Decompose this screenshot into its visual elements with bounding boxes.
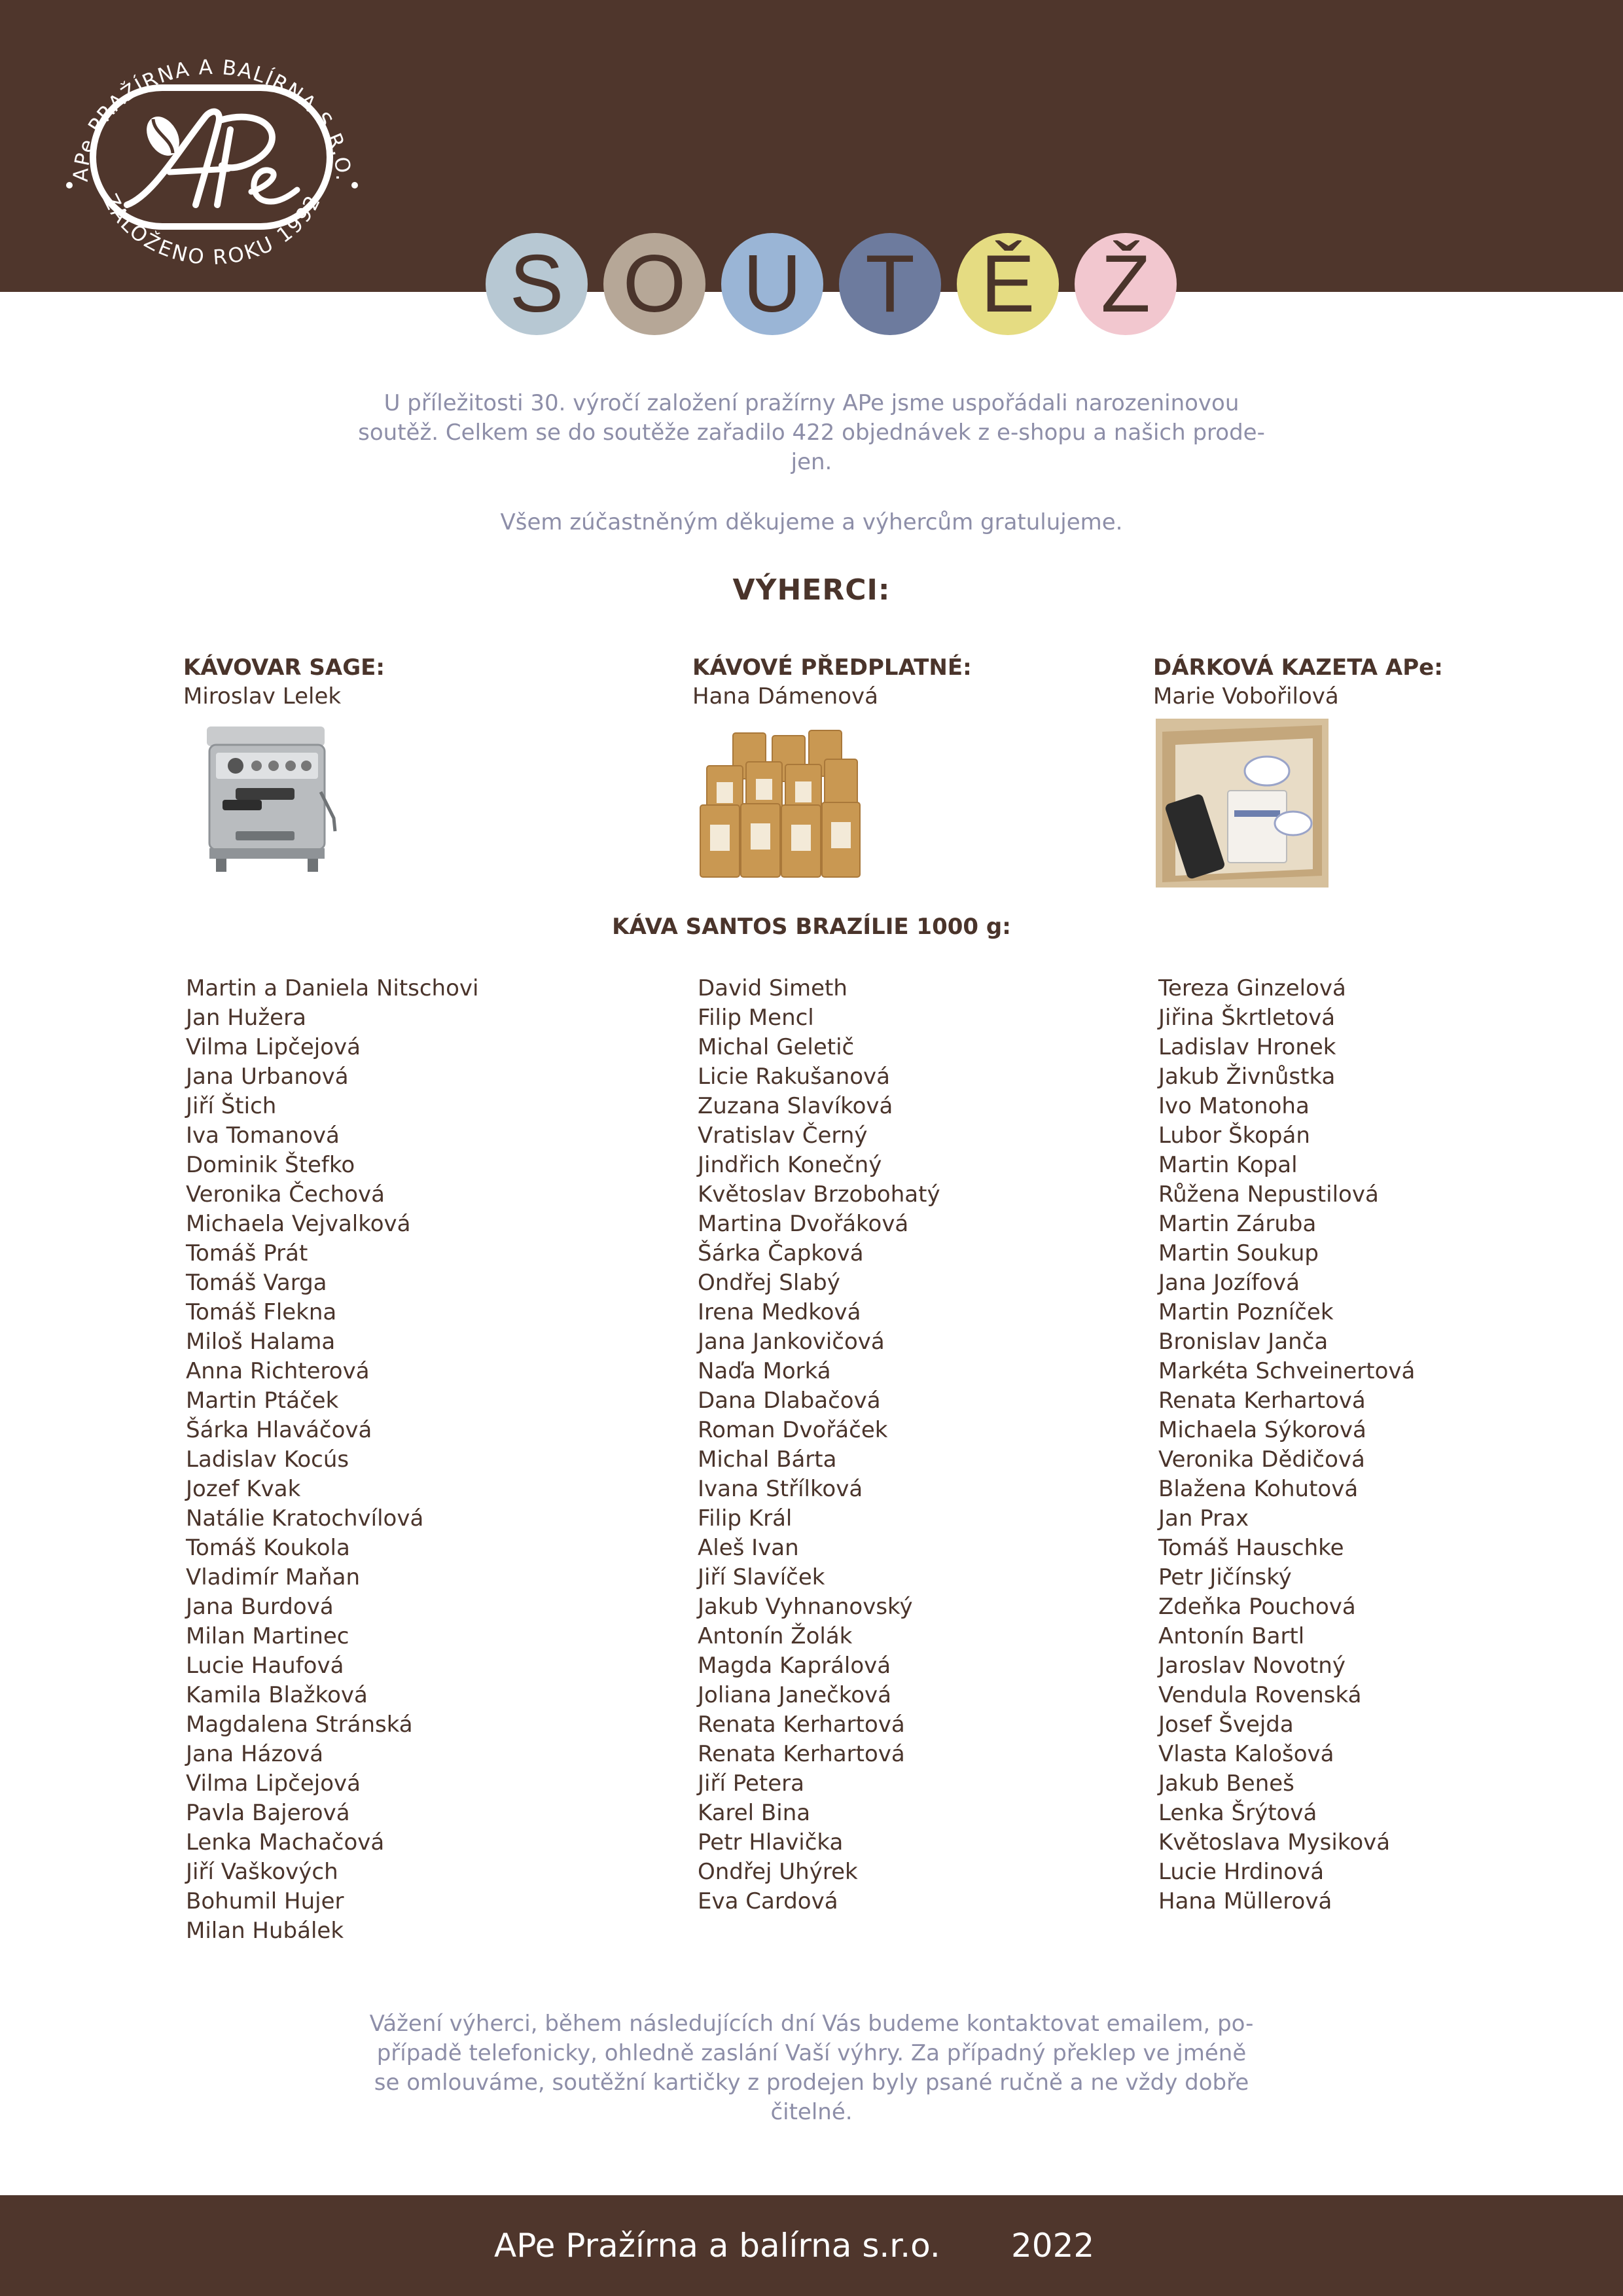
winner-name: Veronika Čechová bbox=[186, 1181, 385, 1208]
winner-name: Magda Kaprálová bbox=[698, 1653, 891, 1679]
winner-name: Jana Házová bbox=[186, 1741, 324, 1767]
winner-name: Michaela Vejvalková bbox=[186, 1211, 411, 1237]
title-letter-circle: Ě bbox=[957, 233, 1059, 335]
contest-title bbox=[486, 233, 1179, 338]
title-letter-circle: S bbox=[486, 233, 588, 335]
note-line: Vážení výherci, během následujících dní Vás budeme kontaktovat emailem, po- bbox=[369, 2011, 1254, 2037]
prize-gift-box bbox=[1153, 653, 1443, 711]
winner-name: Milan Martinec bbox=[186, 1623, 349, 1649]
prize-winner: Miroslav Lelek bbox=[183, 683, 342, 709]
winner-name: Markéta Schveinertová bbox=[1158, 1358, 1416, 1384]
winner-name: Tomáš Hauschke bbox=[1158, 1535, 1344, 1561]
logo-top-text: APe PRAŽÍRNA A BALÍRNA S.R.O. bbox=[69, 55, 355, 183]
winner-name: Martin Soukup bbox=[1158, 1240, 1319, 1266]
winner-name: Jindřich Konečný bbox=[698, 1152, 882, 1178]
winner-name: Tomáš Prát bbox=[186, 1240, 308, 1266]
winner-name: Martin Ptáček bbox=[186, 1388, 339, 1414]
winner-name: Martin Záruba bbox=[1158, 1211, 1317, 1237]
winner-name: Lucie Hrdinová bbox=[1158, 1859, 1325, 1885]
winner-name: Renata Kerhartová bbox=[1158, 1388, 1366, 1414]
santos-heading: KÁVA SANTOS BRAZÍLIE 1000 g: bbox=[612, 914, 1011, 940]
winner-name: Milan Hubálek bbox=[186, 1918, 344, 1944]
winner-name: Michal Bárta bbox=[698, 1446, 837, 1473]
winners-list-column-1 bbox=[186, 974, 478, 1946]
winner-name: Filip Král bbox=[698, 1505, 793, 1532]
winner-name: Lubor Škopán bbox=[1158, 1122, 1310, 1149]
winner-name: Anna Richterová bbox=[186, 1358, 370, 1384]
title-letter-circle: T bbox=[839, 233, 941, 335]
winner-name: Martin Pozníček bbox=[1158, 1299, 1334, 1325]
winner-name: David Simeth bbox=[698, 975, 847, 1001]
winner-name: Michaela Sýkorová bbox=[1158, 1417, 1366, 1443]
winner-name: Blažena Kohutová bbox=[1158, 1476, 1359, 1502]
winner-name: Martin Kopal bbox=[1158, 1152, 1298, 1178]
winner-name: Jiří Vaškových bbox=[186, 1859, 338, 1885]
winner-name: Jana Jankovičová bbox=[698, 1329, 885, 1355]
winners-list-column-3 bbox=[1158, 974, 1415, 1916]
intro-line: soutěž. Celkem se do soutěže zařadilo 422 objednávek z e-shopu a našich prode- bbox=[358, 420, 1265, 446]
winner-name: Tomáš Flekna bbox=[186, 1299, 337, 1325]
intro-paragraph bbox=[314, 389, 1309, 477]
title-letter-circle: O bbox=[603, 233, 705, 335]
winner-name: Natálie Kratochvílová bbox=[186, 1505, 424, 1532]
winner-name: Renata Kerhartová bbox=[698, 1741, 905, 1767]
prize-sage bbox=[183, 653, 385, 711]
footer-company: APe Pražírna a balírna s.r.o. bbox=[494, 2227, 940, 2265]
winner-name: Ondřej Slabý bbox=[698, 1270, 840, 1296]
winner-name: Pavla Bajerová bbox=[186, 1800, 350, 1826]
winner-name: Eva Cardová bbox=[698, 1888, 838, 1914]
winner-name: Jakub Vyhnanovský bbox=[698, 1594, 913, 1620]
note-line: čitelné. bbox=[770, 2099, 853, 2125]
winners-list-column-2 bbox=[698, 974, 940, 1916]
winner-name: Jakub Živnůstka bbox=[1158, 1064, 1336, 1090]
winner-name: Vilma Lipčejová bbox=[186, 1770, 361, 1797]
winner-name: Irena Medková bbox=[698, 1299, 861, 1325]
winner-name: Lucie Haufová bbox=[186, 1653, 344, 1679]
prize-winner: Hana Dámenová bbox=[692, 683, 878, 709]
thanks-text: Všem zúčastněným děkujeme a výhercům gratulujeme. bbox=[500, 509, 1123, 535]
winner-name: Licie Rakušanová bbox=[698, 1064, 891, 1090]
winner-name: Hana Müllerová bbox=[1158, 1888, 1332, 1914]
coffee-bags-icon bbox=[694, 726, 864, 884]
winner-name: Magdalena Stránská bbox=[186, 1712, 413, 1738]
winner-name: Jan Hužera bbox=[186, 1005, 306, 1031]
winner-name: Tomáš Koukola bbox=[186, 1535, 350, 1561]
winner-name: Lenka Machačová bbox=[186, 1829, 385, 1856]
winner-name: Ladislav Kocús bbox=[186, 1446, 349, 1473]
winner-name: Martina Dvořáková bbox=[698, 1211, 909, 1237]
winner-name: Zdeňka Pouchová bbox=[1158, 1594, 1356, 1620]
winner-name: Jana Jozífová bbox=[1158, 1270, 1300, 1296]
winner-name: Ondřej Uhýrek bbox=[698, 1859, 858, 1885]
winner-name: Petr Jičínský bbox=[1158, 1564, 1292, 1590]
winner-name: Ivo Matonoha bbox=[1158, 1093, 1310, 1119]
title-letter-circle: Ž bbox=[1075, 233, 1177, 335]
title-letter-circle: U bbox=[721, 233, 823, 335]
intro-line: jen. bbox=[791, 449, 832, 475]
footer-bar bbox=[0, 2195, 1623, 2296]
winner-name: Květoslav Brzobohatý bbox=[698, 1181, 940, 1208]
prize-title: KÁVOVÉ PŘEDPLATNÉ: bbox=[692, 655, 972, 681]
winner-name: Jiří Slavíček bbox=[698, 1564, 825, 1590]
winner-name: Iva Tomanová bbox=[186, 1122, 340, 1149]
winner-name: Tomáš Varga bbox=[186, 1270, 327, 1296]
winner-name: Karel Bina bbox=[698, 1800, 811, 1826]
winner-name: Renata Kerhartová bbox=[698, 1712, 905, 1738]
winner-name: Šárka Hlaváčová bbox=[186, 1417, 372, 1443]
winner-name: Dana Dlabačová bbox=[698, 1388, 881, 1414]
winner-name: Kamila Blažková bbox=[186, 1682, 368, 1708]
winner-name: Antonín Žolák bbox=[698, 1623, 853, 1649]
winner-name: Michal Geletič bbox=[698, 1034, 855, 1060]
winner-name: Miloš Halama bbox=[186, 1329, 336, 1355]
winner-name: Tereza Ginzelová bbox=[1158, 975, 1346, 1001]
winner-name: Květoslava Mysiková bbox=[1158, 1829, 1391, 1856]
winner-name: Jana Urbanová bbox=[186, 1064, 349, 1090]
winner-name: Jiřina Škrtletová bbox=[1158, 1005, 1336, 1031]
winner-name: Jaroslav Novotný bbox=[1158, 1653, 1346, 1679]
winner-name: Dominik Štefko bbox=[186, 1152, 355, 1178]
contact-note bbox=[353, 2009, 1270, 2127]
winner-name: Jiří Štich bbox=[186, 1093, 277, 1119]
winner-name: Vilma Lipčejová bbox=[186, 1034, 361, 1060]
winner-name: Josef Švejda bbox=[1158, 1712, 1294, 1738]
winner-name: Jan Prax bbox=[1158, 1505, 1249, 1532]
prize-winner: Marie Vobořilová bbox=[1153, 683, 1339, 709]
winner-name: Bohumil Hujer bbox=[186, 1888, 344, 1914]
winner-name: Filip Mencl bbox=[698, 1005, 814, 1031]
prize-subscription bbox=[692, 653, 972, 711]
winner-name: Roman Dvořáček bbox=[698, 1417, 888, 1443]
espresso-machine-icon bbox=[196, 720, 353, 884]
note-line: případě telefonicky, ohledně zaslání Vaší výhry. Za případný překlep ve jméně bbox=[376, 2040, 1247, 2066]
prize-title: KÁVOVAR SAGE: bbox=[183, 655, 385, 681]
winner-name: Vratislav Černý bbox=[698, 1122, 868, 1149]
winner-name: Vlasta Kalošová bbox=[1158, 1741, 1334, 1767]
winner-name: Joliana Janečková bbox=[698, 1682, 892, 1708]
winner-name: Martin a Daniela Nitschovi bbox=[186, 975, 479, 1001]
winner-name: Vladimír Maňan bbox=[186, 1564, 361, 1590]
winner-name: Bronislav Janča bbox=[1158, 1329, 1329, 1355]
logo-bottom-text: ZALOŽENO ROKU 1992 bbox=[98, 190, 327, 270]
winner-name: Lenka Šrýtová bbox=[1158, 1800, 1317, 1826]
svg-text:APe PRAŽÍRNA A BALÍRNA S.R.O. bbox=[69, 56, 355, 183]
winner-name: Naďa Morká bbox=[698, 1358, 831, 1384]
winner-name: Jiří Petera bbox=[698, 1770, 804, 1797]
footer-year: 2022 bbox=[1011, 2227, 1095, 2265]
winner-name: Jana Burdová bbox=[186, 1594, 334, 1620]
winner-name: Ivana Střílková bbox=[698, 1476, 863, 1502]
winner-name: Jozef Kvak bbox=[186, 1476, 301, 1502]
winner-name: Antonín Bartl bbox=[1158, 1623, 1305, 1649]
note-line: se omlouváme, soutěžní kartičky z prodejen byly psané ručně a ne vždy dobře bbox=[374, 2070, 1249, 2096]
winner-name: Veronika Dědičová bbox=[1158, 1446, 1365, 1473]
winner-name: Růžena Nepustilová bbox=[1158, 1181, 1379, 1208]
winner-name: Jakub Beneš bbox=[1158, 1770, 1294, 1797]
winners-heading: VÝHERCI: bbox=[732, 573, 891, 607]
winner-name: Zuzana Slavíková bbox=[698, 1093, 893, 1119]
winner-name: Aleš Ivan bbox=[698, 1535, 799, 1561]
gift-box-icon bbox=[1156, 719, 1329, 888]
intro-line: U příležitosti 30. výročí založení pražírny APe jsme uspořádali narozeninovou bbox=[383, 390, 1240, 416]
prize-title: DÁRKOVÁ KAZETA APe: bbox=[1153, 655, 1443, 681]
ape-logo bbox=[55, 45, 369, 274]
winner-name: Vendula Rovenská bbox=[1158, 1682, 1362, 1708]
winner-name: Petr Hlavička bbox=[698, 1829, 844, 1856]
winner-name: Ladislav Hronek bbox=[1158, 1034, 1336, 1060]
winner-name: Šárka Čapková bbox=[698, 1240, 864, 1266]
